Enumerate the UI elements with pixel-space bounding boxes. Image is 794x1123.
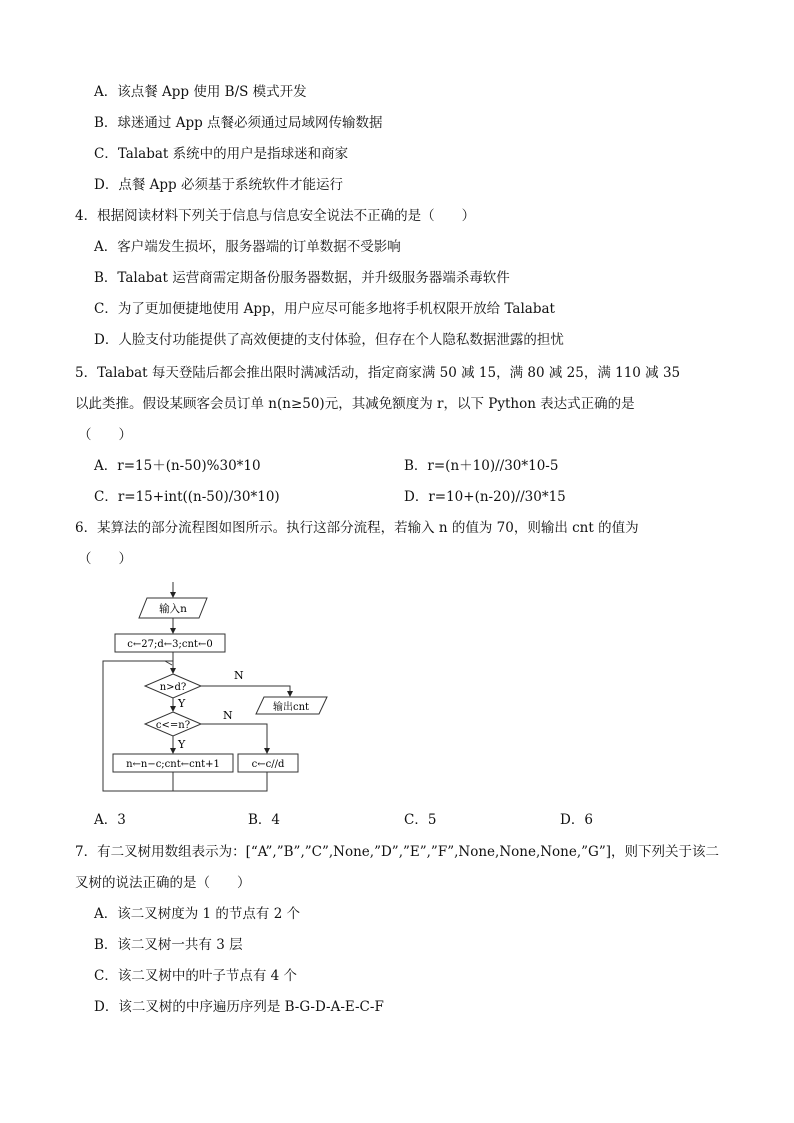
q4-option-d: D．人脸支付功能提供了高效便捷的支付体验，但存在个人隐私数据泄露的担忧 [94,332,564,348]
flow-cond1-label: n>d? [159,682,187,693]
q3-option-a: A．该点餐 App 使用 B/S 模式开发 [94,84,307,100]
q7-stem-line1: 7．有二叉树用数组表示为：[“A”,”B”,”C”,None,”D”,”E”,”F”,None,None,None,”G”]，则下列关于该二 [75,844,719,860]
q4-stem: 4．根据阅读材料下列关于信息与信息安全说法不正确的是（ ） [75,208,476,224]
q4-option-c: C．为了更加便捷地使用 App，用户应尽可能多地将手机权限开放给 Talabat [94,301,555,317]
q5-option-c: C．r=15+int((n-50)/30*10) [94,489,280,505]
q5-stem-line3: （ ） [78,427,132,443]
q3-option-c: C．Talabat 系统中的用户是指球迷和商家 [94,146,349,162]
flow-init-label: c←27;d←3;cnt←0 [127,639,213,650]
flow-update-c-label: c←c//d [251,759,285,770]
q6-option-b: B．4 [248,812,281,828]
flow-no-label-2: N [223,709,233,722]
q7-option-d: D．该二叉树的中序遍历序列是 B-G-D-A-E-C-F [94,999,384,1015]
flow-no-label-1: N [234,669,244,682]
q4-option-a: A．客户端发生损坏，服务器端的订单数据不受影响 [94,239,401,255]
q5-stem-line2: 以此类推。假设某顾客会员订单 n(n≥50)元，其减免额度为 r，以下 Python 表达式正确的是 [75,396,635,412]
q5-option-d: D．r=10+(n-20)//30*15 [404,489,566,505]
q5-stem-line1: 5．Talabat 每天登陆后都会推出限时满减活动，指定商家满 50 减 15，满 80 减 25，满 110 减 35 [75,365,681,381]
q7-stem-line2: 叉树的说法正确的是（ ） [75,875,251,891]
flowchart [95,578,355,806]
q6-stem-line2: （ ） [78,551,132,567]
flow-cond2-label: c<=n? [155,720,191,731]
q5-option-b: B．r=(n＋10)//30*10-5 [404,458,559,474]
flow-loop-body-label: n←n−c;cnt←cnt+1 [126,759,220,770]
q6-option-a: A．3 [94,812,126,828]
q7-option-c: C．该二叉树中的叶子节点有 4 个 [94,968,298,984]
flow-yes-label-1: Y [178,697,186,710]
q6-option-d: D．6 [560,812,593,828]
q3-option-b: B．球迷通过 App 点餐必须通过局域网传输数据 [94,115,383,131]
flow-input-label: 输入n [159,603,187,615]
flow-output-label: 输出cnt [272,702,310,713]
q7-option-a: A．该二叉树度为 1 的节点有 2 个 [94,906,301,922]
q6-stem-line1: 6．某算法的部分流程图如图所示。执行这部分流程，若输入 n 的值为 70，则输出 cnt 的值为 [75,520,639,536]
q4-option-b: B．Talabat 运营商需定期备份服务器数据，并升级服务器端杀毒软件 [94,270,510,286]
q5-option-a: A．r=15＋(n-50)%30*10 [94,458,261,474]
q7-option-b: B．该二叉树一共有 3 层 [94,937,243,953]
q3-option-d: D．点餐 App 必须基于系统软件才能运行 [94,177,343,193]
flow-yes-label-2: Y [178,738,186,751]
q6-option-c: C．5 [404,812,437,828]
